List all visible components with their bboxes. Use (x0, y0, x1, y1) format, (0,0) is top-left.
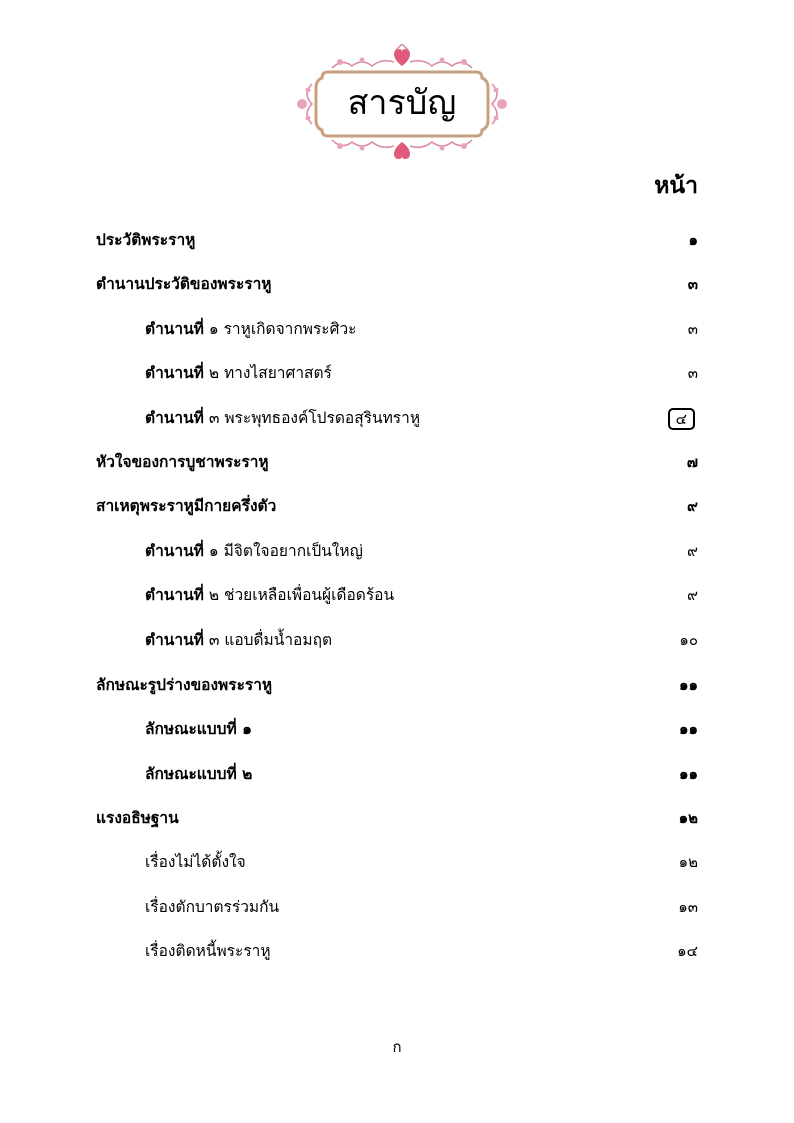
toc-entry-page: ๑๒ (678, 853, 698, 871)
toc-entry-label: หัวใจของการบูชาพระราหู (96, 453, 269, 471)
toc-entry-label: ลักษณะแบบที่ ๒ (145, 765, 253, 783)
footer-page-number: ก (392, 1038, 402, 1056)
toc-entry-page: ๓ (687, 275, 698, 293)
toc-entry-label: สาเหตุพระราหูมีกายครึ่งตัว (96, 497, 277, 515)
toc-entry-label: ประวัติพระราหู (96, 231, 196, 249)
toc-entry-page: ๑๑ (678, 720, 698, 738)
toc-entry[interactable] (0, 936, 794, 966)
toc-entry-label: เรื่องตักบาตรร่วมกัน (145, 898, 280, 916)
toc-entry[interactable] (0, 225, 794, 255)
toc-entry-label: ตำนานที่ ๒ ช่วยเหลือเพื่อนผู้เดือดร้อน (145, 586, 395, 604)
toc-entry-label: ลักษณะรูปร่างของพระราหู (96, 676, 273, 694)
toc-entry-label: ตำนานที่ ๓ แอบดื่มน้ำอมฤต (145, 631, 333, 649)
page-column-header: หน้า (654, 173, 698, 199)
toc-entry[interactable] (0, 580, 794, 610)
toc-entry-label: เรื่องไม่ได้ตั้งใจ (145, 853, 246, 871)
toc-entry-page: ๑๐ (679, 631, 698, 649)
toc-entry-page: ๑๒ (678, 809, 698, 827)
title-ornament-frame (292, 44, 512, 164)
toc-entry-page: ๑๔ (677, 942, 698, 960)
toc-entry-page: ๙ (687, 497, 698, 515)
toc-entry[interactable] (0, 759, 794, 789)
toc-entry[interactable] (0, 358, 794, 388)
toc-entry-label: ตำนานที่ ๑ ราหูเกิดจากพระศิวะ (145, 320, 357, 338)
toc-entry[interactable] (0, 314, 794, 344)
toc-entry-page: ๗ (686, 453, 698, 471)
toc-entry[interactable] (0, 892, 794, 922)
toc-entry[interactable] (0, 803, 794, 833)
toc-entry-page: ๙ (687, 542, 698, 560)
toc-entry-label: ตำนานที่ ๑ มีจิตใจอยากเป็นใหญ่ (145, 542, 363, 560)
toc-entry-page: ๓ (687, 364, 698, 382)
toc-entry-page: ๓ (687, 320, 698, 338)
toc-entry-page: ๙ (687, 586, 698, 604)
toc-entry[interactable] (0, 625, 794, 655)
toc-entry-page: ๑ (688, 231, 698, 249)
toc-entry-label: ตำนานที่ ๓ พระพุทธองค์โปรดอสุรินทราหู (145, 409, 421, 427)
toc-entry[interactable] (0, 403, 794, 433)
toc-entry-page-highlighted: ๔ (668, 408, 695, 430)
toc-entry[interactable] (0, 447, 794, 477)
toc-entry[interactable] (0, 269, 794, 299)
toc-entry-page: ๑๑ (678, 676, 698, 694)
toc-entry-label: เรื่องติดหนี้พระราหู (145, 942, 271, 960)
toc-entry[interactable] (0, 714, 794, 744)
toc-entry-label: ตำนานประวัติของพระราหู (96, 275, 272, 293)
toc-entry-label: ลักษณะแบบที่ ๑ (145, 720, 252, 738)
toc-entry[interactable] (0, 847, 794, 877)
toc-entry-page: ๑๓ (678, 898, 698, 916)
toc-entry[interactable] (0, 536, 794, 566)
toc-entry-label: ตำนานที่ ๒ ทางไสยาศาสตร์ (145, 364, 332, 382)
toc-entry[interactable] (0, 491, 794, 521)
page-title: สารบัญ (347, 83, 457, 123)
toc-entry-label: แรงอธิษฐาน (96, 809, 179, 827)
toc-entry-page: ๑๑ (678, 765, 698, 783)
toc-entry[interactable] (0, 670, 794, 700)
